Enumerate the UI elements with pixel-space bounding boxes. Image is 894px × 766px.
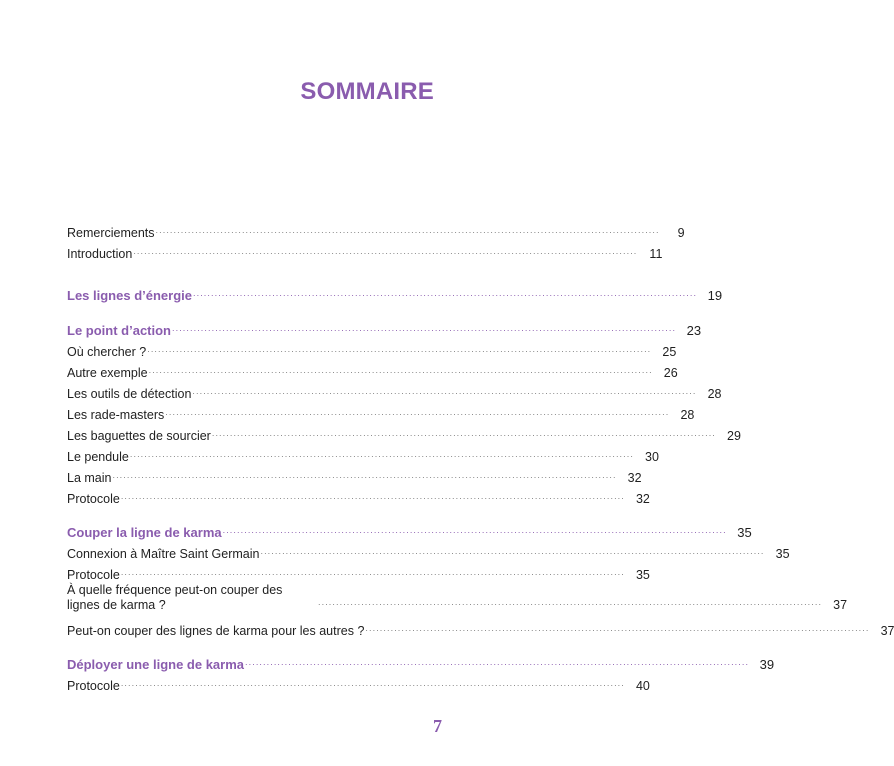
dot-leader: ............................................................................................................................................ xyxy=(120,678,625,688)
toc-entry-page: 30 xyxy=(645,450,659,464)
dot-leader: ............................................................................................................................................ xyxy=(147,344,652,354)
dot-leader: ............................................................................................................................................ xyxy=(245,657,750,667)
dot-leader: ............................................................................................................................................ xyxy=(222,525,727,535)
toc-entry-title: Les baguettes de sourcier xyxy=(67,429,211,443)
dot-leader: ............................................................................................................................................ xyxy=(155,225,660,235)
dot-leader: ............................................................................................................................................ xyxy=(129,449,634,459)
toc-entry-page: 35 xyxy=(775,547,790,561)
toc-entry xyxy=(67,564,650,583)
toc-entry-page: 9 xyxy=(677,226,685,240)
toc-entry-title: Les lignes d’énergie xyxy=(67,288,192,303)
toc-entry-page: 39 xyxy=(759,657,775,672)
toc-entry-page: 19 xyxy=(707,288,723,303)
toc-entry xyxy=(67,675,650,694)
dot-leader: ............................................................................................................................................ xyxy=(318,597,823,607)
toc-entry-title: Remerciements xyxy=(67,226,155,240)
page-number: 7 xyxy=(433,716,442,736)
toc-section-entry xyxy=(67,522,752,541)
toc-entry xyxy=(67,543,790,562)
dot-leader: ............................................................................................................................................ xyxy=(193,288,698,298)
toc-entry xyxy=(67,341,677,360)
toc-entry-title: Où chercher ? xyxy=(67,345,147,359)
toc-entry-page: 37 xyxy=(833,598,848,612)
toc-entry-page: 32 xyxy=(635,492,650,506)
toc-entry-title: Autre exemple xyxy=(67,366,148,380)
toc-entry-title: Les outils de détection xyxy=(67,387,192,401)
toc-entry xyxy=(67,243,663,262)
toc-entry-title: Le point d’action xyxy=(67,323,171,338)
toc-entry-page: 37 xyxy=(880,624,894,638)
dot-leader: ............................................................................................................................................ xyxy=(120,491,625,501)
toc-entry-title: Déployer une ligne de karma xyxy=(67,657,245,672)
toc-entry-page: 29 xyxy=(727,429,741,443)
toc-entry xyxy=(67,583,848,613)
toc-entry-title: La main xyxy=(67,471,112,485)
toc-entry-page: 25 xyxy=(662,345,677,359)
toc-entry-title: Protocole xyxy=(67,492,120,506)
toc-entry-title: Couper la ligne de karma xyxy=(67,525,222,540)
toc-entry-page: 35 xyxy=(737,525,752,540)
toc-entry-title: Les rade-masters xyxy=(67,408,165,422)
toc-entry xyxy=(67,362,678,381)
toc-entry-title: Introduction xyxy=(67,247,133,261)
dot-leader: ............................................................................................................................................ xyxy=(112,470,617,480)
toc-entry-page: 28 xyxy=(680,408,695,422)
toc-entry-title: Protocole xyxy=(67,679,120,693)
toc-entry-page: 23 xyxy=(686,323,702,338)
toc-entry-page: 28 xyxy=(707,387,722,401)
toc-entry xyxy=(67,222,685,241)
toc-entry-title: À quelle fréquence peut-on couper des lignes de karma ? xyxy=(67,583,283,612)
toc-entry xyxy=(67,425,741,444)
toc-entry xyxy=(67,446,659,465)
toc-entry-page: 35 xyxy=(635,568,650,582)
toc-section-entry xyxy=(67,654,775,673)
toc-entry-page: 32 xyxy=(627,471,642,485)
dot-leader: ............................................................................................................................................ xyxy=(148,365,653,375)
toc-entry xyxy=(67,620,894,639)
toc-entry xyxy=(67,383,722,402)
toc-entry xyxy=(67,404,695,423)
toc-section-entry xyxy=(67,285,723,304)
toc-entry-title: Peut-on couper des lignes de karma pour les autres ? xyxy=(67,624,365,638)
dot-leader: ............................................................................................................................................ xyxy=(133,246,638,256)
dot-leader: ............................................................................................................................................ xyxy=(192,386,697,396)
toc-entry xyxy=(67,467,642,486)
dot-leader: ............................................................................................................................................ xyxy=(165,407,670,417)
toc-entry xyxy=(67,488,650,507)
toc-entry-page: 11 xyxy=(649,247,663,261)
dot-leader: ............................................................................................................................................ xyxy=(120,567,625,577)
page-title: SOMMAIRE xyxy=(300,78,434,105)
toc-entry-page: 40 xyxy=(635,679,650,693)
toc-entry-page: 26 xyxy=(663,366,678,380)
toc-entry-title: Protocole xyxy=(67,568,120,582)
toc-entry-title: Le pendule xyxy=(67,450,129,464)
dot-leader: ............................................................................................................................................ xyxy=(365,623,870,633)
toc-section-entry xyxy=(67,320,702,339)
dot-leader: ............................................................................................................................................ xyxy=(211,428,716,438)
dot-leader: ............................................................................................................................................ xyxy=(172,323,677,333)
dot-leader: ............................................................................................................................................ xyxy=(260,546,765,556)
toc-entry-title: Connexion à Maître Saint Germain xyxy=(67,547,260,561)
